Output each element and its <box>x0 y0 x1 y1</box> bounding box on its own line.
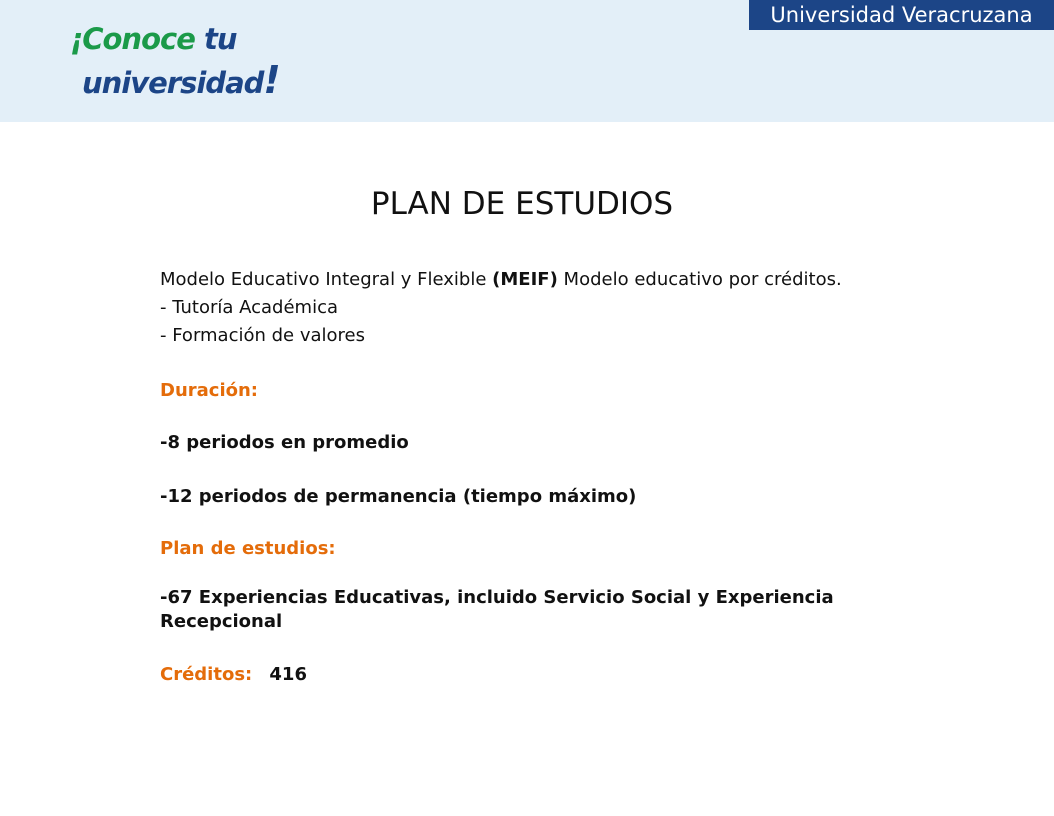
logo-universidad: universidad <box>82 66 264 100</box>
logo-line-2 <box>82 58 280 102</box>
model-description <box>160 266 842 294</box>
logo-tu: tu <box>203 22 237 56</box>
duration-average: -8 periodos en promedio <box>160 432 409 453</box>
page-title: PLAN DE ESTUDIOS <box>370 186 674 222</box>
logo-conoce: ¡Conoce <box>70 22 204 56</box>
plan-experiences: -67 Experiencias Educativas, incluido Servicio Social y Experiencia Recepcional <box>160 587 834 632</box>
credits-row <box>160 664 307 685</box>
plan-heading: Plan de estudios: <box>160 538 336 559</box>
duration-maximum: -12 periodos de permanencia (tiempo máximo) <box>160 486 637 507</box>
logo-exclamation: ! <box>263 58 280 102</box>
model-suffix: Modelo educativo por créditos. <box>557 269 842 290</box>
model-prefix: Modelo Educativo Integral y Flexible <box>160 269 493 290</box>
conoce-tu-universidad-logo[interactable] <box>70 22 280 102</box>
logo-line-1 <box>70 22 236 56</box>
list-item-valores: - Formación de valores <box>160 325 366 346</box>
institution-banner[interactable]: Universidad Veracruzana <box>749 0 1054 30</box>
credits-value: 416 <box>269 664 307 685</box>
duration-heading: Duración: <box>160 380 258 401</box>
list-item-tutoria: - Tutoría Académica <box>160 297 338 318</box>
credits-label: Créditos: <box>160 664 253 685</box>
header <box>0 0 1054 122</box>
model-acronym: (MEIF) <box>492 269 558 290</box>
